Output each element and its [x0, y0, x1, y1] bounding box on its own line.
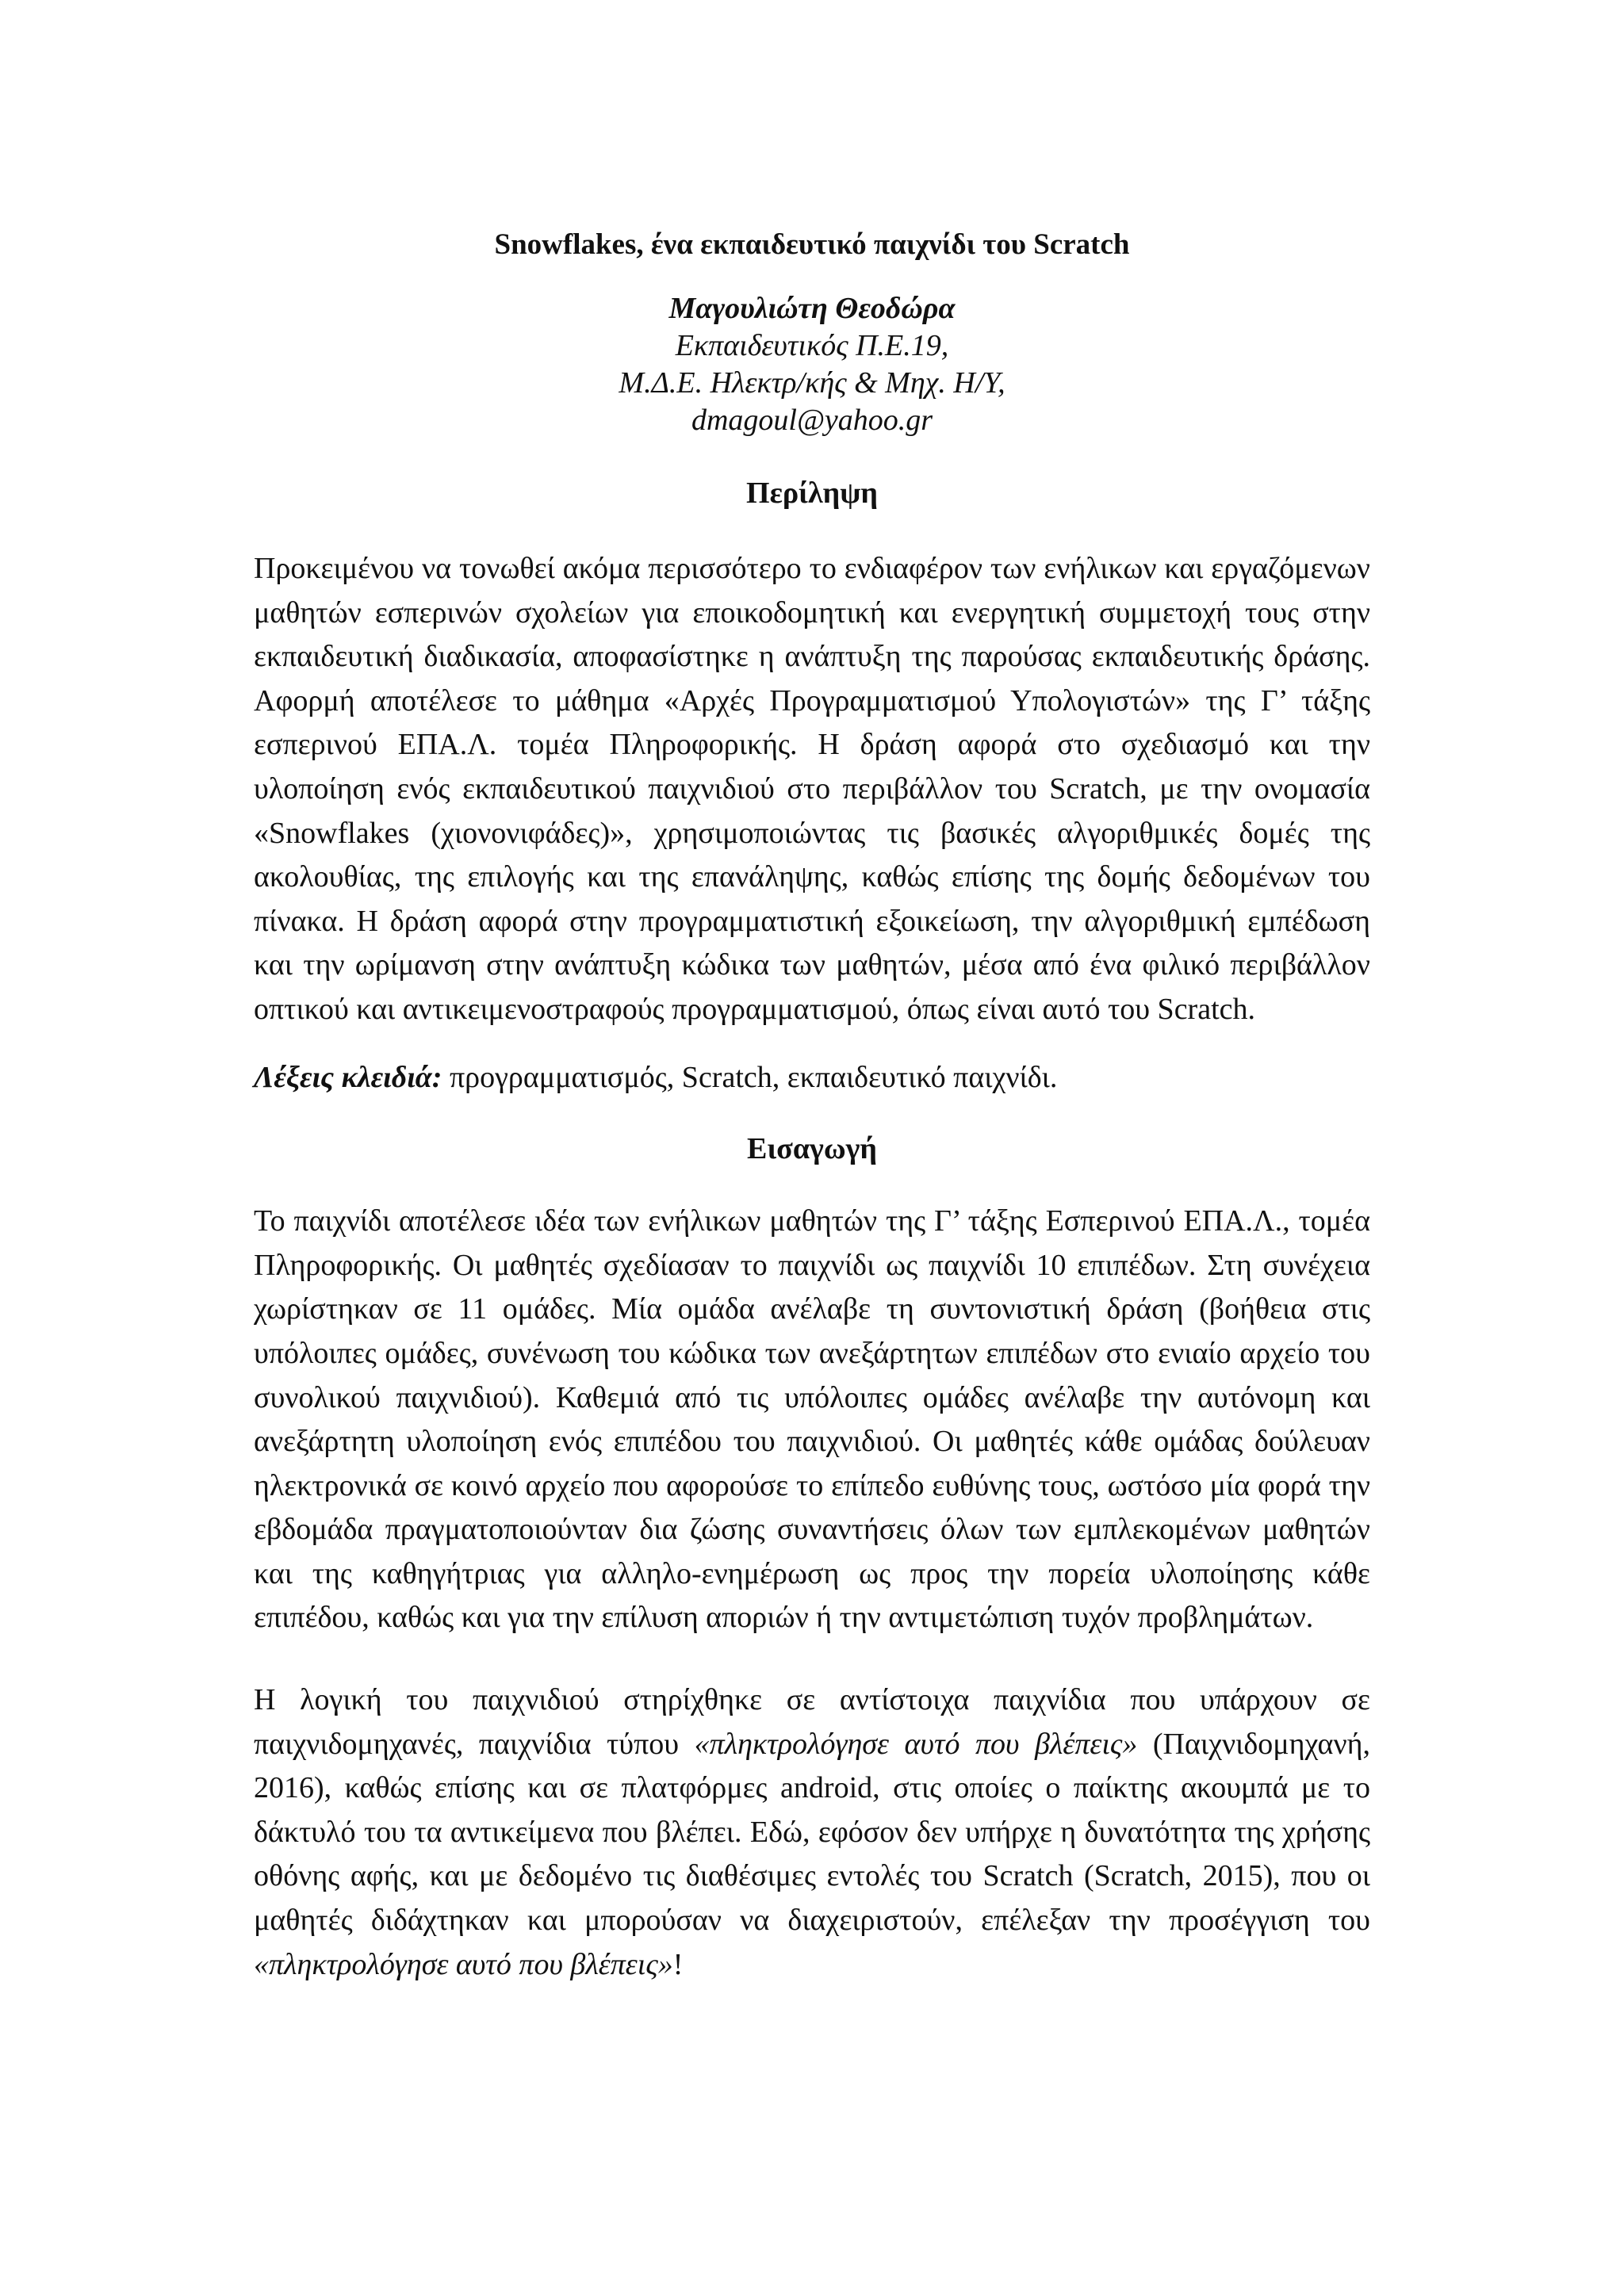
introduction-heading: Εισαγωγή [747, 1132, 877, 1166]
introduction-p2-text-1: Η λογική του παιχνιδιού στηρίχθηκε σε αντίστοιχα παιχνίδια που υπάρχουν σε παιχνιδομηχανές, παιχνίδια τύπου [254, 1683, 1370, 1761]
document-page [254, 226, 1370, 1987]
abstract-heading: Περίληψη [746, 476, 878, 510]
introduction-paragraph-2 [254, 1678, 1370, 1987]
author-name: Μαγουλιώτη Θεοδώρα [668, 292, 956, 325]
author-affiliation-line2: Μ.Δ.Ε. Ηλεκτρ/κής & Μηχ. Η/Υ, [619, 366, 1005, 400]
author-email-line [254, 402, 1370, 439]
keywords-line [254, 1056, 1370, 1100]
author-email-link[interactable]: dmagoul@yahoo.gr [691, 404, 933, 437]
introduction-p2-text-3: ! [672, 1947, 684, 1981]
keywords-list: προγραμματισμός, Scratch, εκπαιδευτικό παιχνίδι. [442, 1060, 1058, 1094]
introduction-paragraph-1: Το παιχνίδι αποτέλεσε ιδέα των ενήλικων μαθητών της Γ’ τάξης Εσπερινού ΕΠΑ.Λ., τομέα Πληροφορικής. Οι μαθητές σχεδίασαν το παιχνίδι ως παιχνίδι 10 επιπέδων. Στη συνέχεια χωρίστηκαν σε 11 ομάδες. Μία ομάδα ανέλαβε τη συντονιστική δράση (βοήθεια στις υπόλοιπες ομάδες, συνένωση του κώδικα των ανεξάρτητων επιπέδων στο ενιαίο αρχείο του συνολικού παιχνιδιού). Καθεμιά από τις υπόλοιπες ομάδες ανέλαβε την αυτόνομη και ανεξάρτητη υλοποίηση ενός επιπέδου του παιχνιδιού. Οι μαθητές κάθε ομάδας δούλευαν ηλεκτρονικά σε κοινό αρχείο που αφορούσε το επίπεδο ευθύνης τους, ωστόσο μία φορά την εβδομάδα πραγματοποιούνταν δια ζώσης συναντήσεις όλων των εμπλεκομένων μαθητών και της καθηγήτριας για αλληλο-ενημέρωση ως προς την πορεία υλοποίησης κάθε επιπέδου, καθώς και για την επίλυση αποριών ή την αντιμετώπιση τυχόν προβλημάτων. [254, 1204, 1370, 1635]
introduction-p2-quote-2: «πληκτρολόγησε αυτό που βλέπεις» [254, 1947, 673, 1981]
author-block [254, 290, 1370, 439]
introduction-p2-text-2: (Παιχνιδομηχανή, 2016), καθώς επίσης και σε πλατφόρμες android, στις οποίες ο παίκτης ακουμπά με το δάκτυλό του τα αντικείμενα που βλέπει. Εδώ, εφόσον δεν υπήρχε η δυνατότητα της χρήσης οθόνης αφής, και με δεδομένο τις διαθέσιμες εντολές του Scratch (Scratch, 2015), που οι μαθητές διδάχτηκαν και μπορούσαν να διαχειριστούν, επέλεξαν την προσέγγιση του [254, 1727, 1370, 1938]
abstract-paragraph: Προκειμένου να τονωθεί ακόμα περισσότερο το ενδιαφέρον των ενήλικων και εργαζόμενων μαθητών εσπερινών σχολείων για εποικοδομητική και ενεργητική συμμετοχή τους στην εκπαιδευτική διαδικασία, αποφασίστηκε η ανάπτυξη της παρούσας εκπαιδευτικής δράσης. Αφορμή αποτέλεσε το μάθημα «Αρχές Προγραμματισμού Υπολογιστών» της Γ’ τάξης εσπερινού ΕΠΑ.Λ. τομέα Πληροφορικής. Η δράση αφορά στο σχεδιασμό και την υλοποίηση ενός εκπαιδευτικού παιχνιδιού στο περιβάλλον του Scratch, με την ονομασία «Snowflakes (χιονονιφάδες)», χρησιμοποιώντας τις βασικές αλγοριθμικές δομές της ακολουθίας, της επιλογής και της επανάληψης, καθώς επίσης της δομής δεδομένων του πίνακα. Η δράση αφορά στην προγραμματιστική εξοικείωση, την αλγοριθμική εμπέδωση και την ωρίμανση στην ανάπτυξη κώδικα των μαθητών, μέσα από ένα φιλικό περιβάλλον οπτικού και αντικειμενοστραφούς προγραμματισμού, όπως είναι αυτό του Scratch. [254, 552, 1370, 1026]
introduction-p2-quote-1: «πληκτρολόγησε αυτό που βλέπεις» [694, 1727, 1138, 1761]
paper-title: Snowflakes, ένα εκπαιδευτικό παιχνίδι του Scratch [494, 228, 1130, 261]
author-affiliation-line1: Εκπαιδευτικός Π.Ε.19, [675, 329, 949, 362]
keywords-label: Λέξεις κλειδιά: [254, 1060, 442, 1094]
